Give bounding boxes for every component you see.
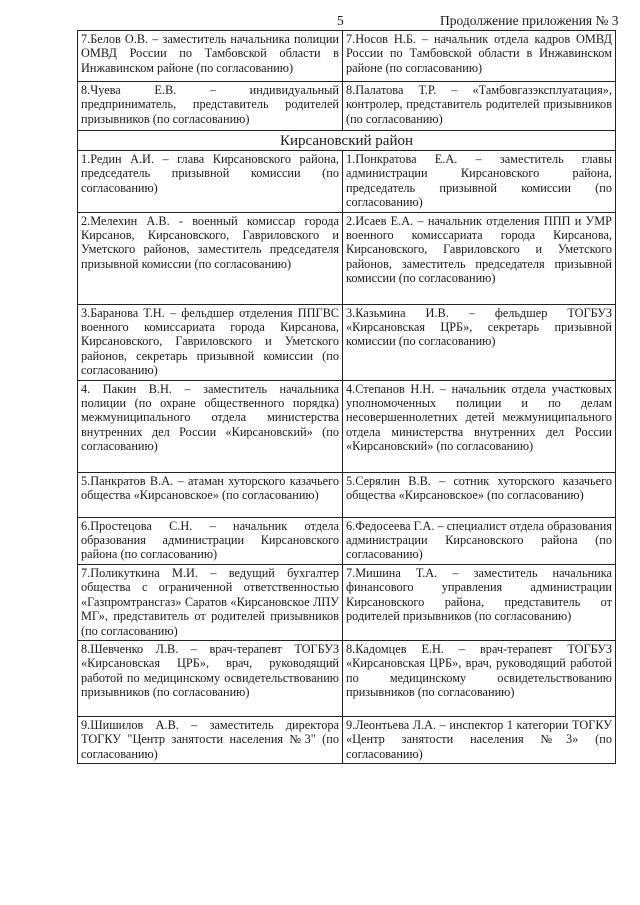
substitute-cell: 8.Палатова Т.Р. – «Тамбовгазэксплуатация», контролер, представитель родителей призывников (по согласованию) <box>343 82 616 131</box>
member-cell: 7.Белов О.В. – заместитель начальника полиции ОМВД России по Тамбовской области в Инжавинском районе (по согласованию) <box>78 31 343 82</box>
substitute-cell: 7.Носов Н.Б. – начальник отдела кадров ОМВД России по Тамбовской области в Инжавинском районе (по согласованию) <box>343 31 616 82</box>
substitute-cell: 5.Серялин В.В. – сотник хуторского казачьего общества «Кирсановское» (по согласованию) <box>343 472 616 517</box>
substitute-cell: 1.Понкратова Е.А. – заместитель главы администрации Кирсановского района, председатель призывной комиссии (по согласованию) <box>343 151 616 213</box>
table-row <box>78 212 616 304</box>
substitute-cell: 7.Мишина Т.А. – заместитель начальника финансового управления администрации Кирсановского района, представитель от родителей призывников (по согласованию) <box>343 564 616 640</box>
commission-table <box>77 30 616 764</box>
table-row <box>78 472 616 517</box>
table-row <box>78 716 616 763</box>
table-row <box>78 31 616 82</box>
member-cell: 3.Баранова Т.Н. – фельдшер отделения ППГВС военного комиссариата города Кирсанова, Кирсановского, Гавриловского и Уметского районов, секретарь призывной комиссии (по согласованию) <box>78 304 343 380</box>
table-row <box>78 82 616 131</box>
table-row <box>78 304 616 380</box>
table-row <box>78 640 616 716</box>
page-number: 5 <box>337 13 344 28</box>
substitute-cell: 8.Кадомцев Е.Н. – врач-терапевт ТОГБУЗ «Кирсановская ЦРБ», врач, руководящий работой по медицинскому освидетельствованию призывников (по согласованию) <box>343 640 616 716</box>
table-row <box>78 380 616 472</box>
member-cell: 7.Поликуткина М.И. – ведущий бухгалтер общества с ограниченной ответственностью «Газпромтрансгаз» Саратов «Кирсановское ЛПУ МГ», представитель от родителей призывников (по согласованию) <box>78 564 343 640</box>
substitute-cell: 9.Леонтьева Л.А. – инспектор 1 категории ТОГКУ «Центр занятости населения №3» (по согласованию) <box>343 716 616 763</box>
member-cell: 8.Шевченко Л.В. – врач-терапевт ТОГБУЗ «Кирсановская ЦРБ», врач, руководящий работой по медицинскому освидетельствованию призывников (по согласованию) <box>78 640 343 716</box>
member-cell: 8.Чуева Е.В. – индивидуальный предприниматель, представитель родителей призывников (по согласованию) <box>78 82 343 131</box>
substitute-cell: 3.Казьмина И.В. – фельдшер ТОГБУЗ «Кирсановская ЦРБ», секретарь призывной комиссии (по согласованию) <box>343 304 616 380</box>
section-title: Кирсановский район <box>78 131 616 151</box>
substitute-cell: 6.Федосеева Г.А. – специалист отдела образования администрации Кирсановского района (по согласованию) <box>343 517 616 564</box>
member-cell: 5.Панкратов В.А. – атаман хуторского казачьего общества «Кирсановское» (по согласованию) <box>78 472 343 517</box>
continuation-header: Продолжение приложения № 3 <box>440 13 619 28</box>
substitute-cell: 2.Исаев Е.А. – начальник отделения ППП и УМР военного комиссариата города Кирсанова, Кирсановского, Гавриловского и Уметского районов, заместитель председателя призывной комиссии (по согласованию) <box>343 212 616 304</box>
section-row <box>78 131 616 151</box>
member-cell: 4. Пакин В.Н. – заместитель начальника полиции (по охране общественного порядка) межмуниципального отдела министерства внутренних дел России «Кирсановский» (по согласованию) <box>78 380 343 472</box>
member-cell: 6.Простецова С.Н. – начальник отдела образования администрации Кирсановского района (по согласованию) <box>78 517 343 564</box>
table-row <box>78 517 616 564</box>
member-cell: 2.Мелехин А.В. - военный комиссар города Кирсанов, Кирсановского, Гавриловского и Уметского районов, заместитель председателя призывной комиссии (по согласованию) <box>78 212 343 304</box>
table-row <box>78 151 616 213</box>
table-row <box>78 564 616 640</box>
substitute-cell: 4.Степанов Н.Н. – начальник отдела участковых уполномоченных полиции и по делам несовершеннолетних детей межмуниципального отдела министерства внутренних дел России «Кирсановский» (по согласованию) <box>343 380 616 472</box>
member-cell: 1.Редин А.И. – глава Кирсановского района, председатель призывной комиссии (по согласованию) <box>78 151 343 213</box>
member-cell: 9.Шишилов А.В. – заместитель директора ТОГКУ "Центр занятости населения №3" (по согласованию) <box>78 716 343 763</box>
